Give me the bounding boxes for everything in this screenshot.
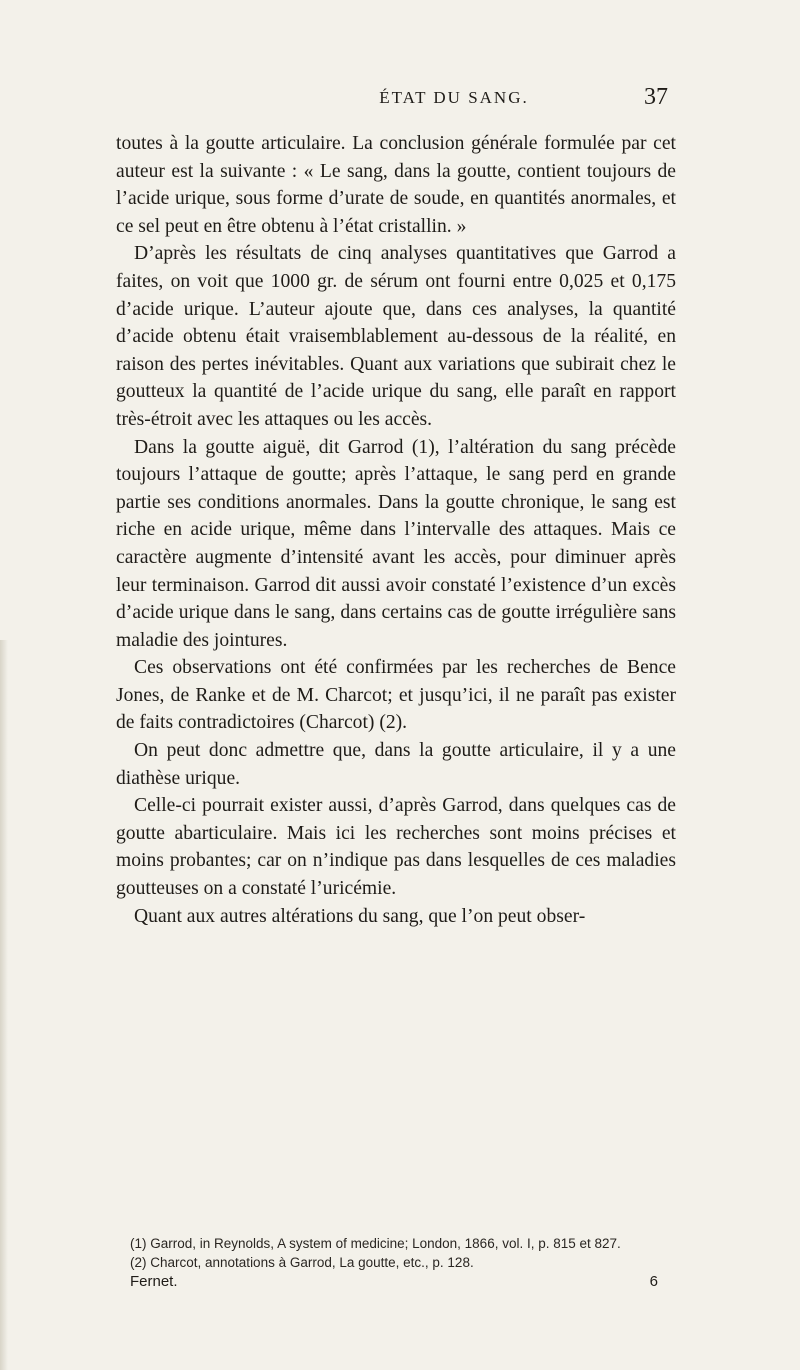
signature-author: Fernet. xyxy=(130,1273,178,1290)
footnote: (1) Garrod, in Reynolds, A system of medicine; London, 1866, vol. I, p. 815 et 827. xyxy=(130,1236,621,1251)
paragraph: Dans la goutte aiguë, dit Garrod (1), l’altération du sang précède toujours l’attaque de goutte; après l’attaque, le sang perd en grande partie ses conditions anormales. Dans la goutte chronique, le sang est riche en acide urique, même dans l’intervalle des attaques. Mais ce caractère augmente d’intensité avant les accès, pour diminuer après leur terminaison. Garrod dit aussi avoir constaté l’existence d’un excès d’acide urique dans le sang, dans certains cas de goutte irrégulière sans maladie des jointures. xyxy=(116,436,676,651)
paragraph: Ces observations ont été confirmées par les recherches de Bence Jones, de Ranke et de M. Charcot; et jusqu’ici, il ne paraît pas exister de faits contradictoires (Charcot) (2). xyxy=(116,657,676,734)
running-title: ÉTAT DU SANG. xyxy=(379,88,529,107)
binding-shadow xyxy=(0,640,8,1370)
page-header xyxy=(240,84,668,112)
paragraph: Celle-ci pourrait exister aussi, d’après Garrod, dans quelques cas de goutte abarticulaire. Mais ici les recherches sont moins précises et moins probantes; car on n’indique pas dans lesquelles de ces maladies goutteuses on a constaté l’uricémie. xyxy=(116,795,676,900)
signature-number: 6 xyxy=(649,1273,658,1290)
paragraph: D’après les résultats de cinq analyses quantitatives que Garrod a faites, on voit que 1000 gr. de sérum ont fourni entre 0,025 et 0,175 d’acide urique. L’auteur ajoute que, dans ces analyses, la quantité d’acide obtenu était vraisemblablement au-dessous de la réalité, en raison des pertes inévitables. Quant aux variations que subirait chez le goutteux la quantité de l’acide urique du sang, elle paraît en rapport très-étroit avec les attaques ou les accès. xyxy=(116,243,676,430)
paragraph: On peut donc admettre que, dans la goutte articulaire, il y a une diathèse urique. xyxy=(116,740,676,789)
paragraph: Quant aux autres altérations du sang, que l’on peut obser- xyxy=(134,905,586,927)
paragraph: toutes à la goutte articulaire. La conclusion générale formulée par cet auteur est la suivante : « Le sang, dans la goutte, contient toujours de l’acide urique, sous forme d’urate de soude, en quantités anormales, et ce sel peut en être obtenu à l’état cristallin. » xyxy=(116,133,676,237)
footnotes xyxy=(116,1234,676,1272)
footnote: (2) Charcot, annotations à Garrod, La goutte, etc., p. 128. xyxy=(130,1255,474,1270)
page-number: 37 xyxy=(644,84,668,110)
body-text xyxy=(116,130,676,930)
